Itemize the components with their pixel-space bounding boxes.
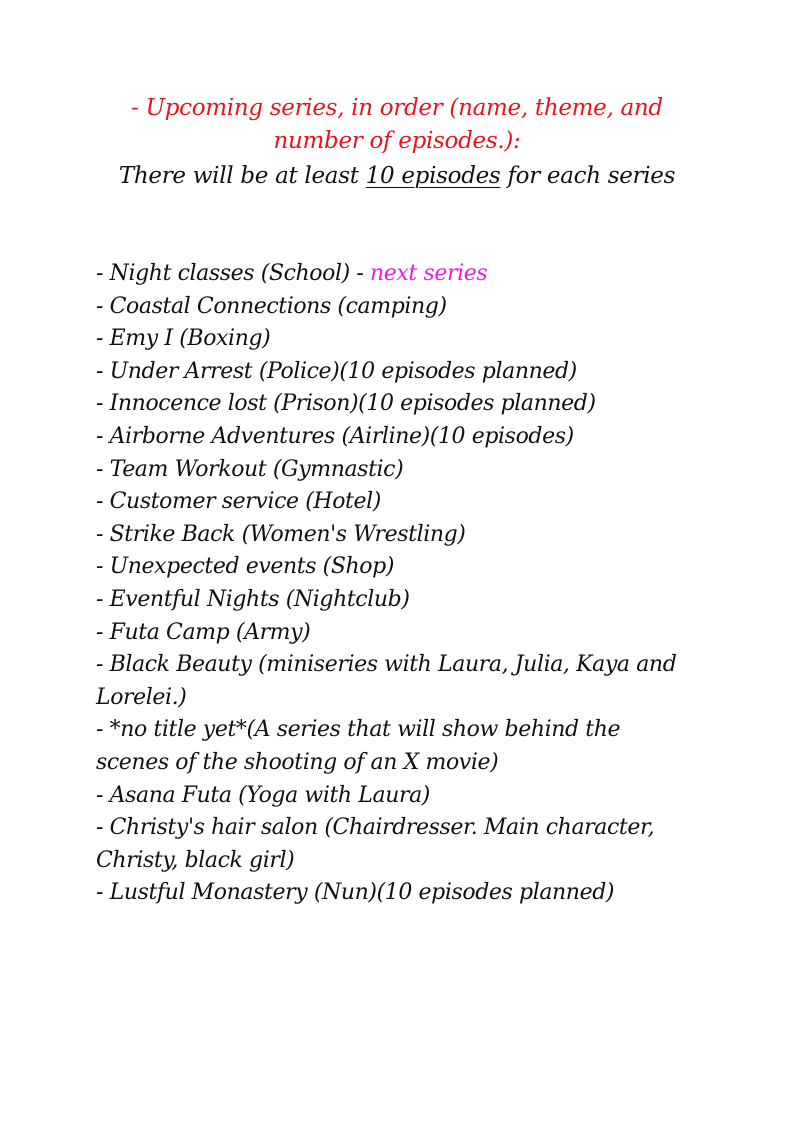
series-item: - Team Workout (Gymnastic): [96, 456, 404, 482]
series-item: - Unexpected events (Shop): [96, 554, 395, 580]
series-item: - Black Beauty (miniseries with Laura, Julia, Kaya and Lorelei.): [96, 652, 677, 710]
series-item: - Customer service (Hotel): [96, 489, 381, 515]
series-item: [96, 258, 696, 291]
series-item: - *no title yet*(A series that will show behind the scenes of the shooting of an X movie): [96, 717, 621, 775]
series-item: - Under Arrest (Police)(10 episodes planned): [96, 358, 577, 384]
episode-note: [60, 160, 734, 192]
series-item: - Airborne Adventures (Airline)(10 episodes): [96, 423, 574, 449]
upcoming-series-list: [96, 258, 696, 910]
series-item: - Strike Back (Women's Wrestling): [96, 521, 466, 547]
episode-note-suffix: for each series: [500, 163, 676, 189]
episode-count-underlined: 10 episodes: [365, 163, 501, 189]
section-heading: - Upcoming series, in order (name, theme, and number of episodes.):: [131, 95, 663, 154]
series-item-text: - Night classes (School) -: [96, 261, 371, 286]
series-item: - Christy's hair salon (Chairdresser. Main character, Christy, black girl): [96, 815, 655, 873]
series-item: - Lustful Monastery (Nun)(10 episodes planned): [96, 880, 615, 906]
series-item: - Coastal Connections (camping): [96, 293, 447, 319]
series-item: - Futa Camp (Army): [96, 619, 311, 645]
series-item: - Asana Futa (Yoga with Laura): [96, 782, 430, 808]
series-item: - Emy I (Boxing): [96, 326, 271, 352]
series-item: - Eventful Nights (Nightclub): [96, 586, 410, 612]
next-series-label: next series: [370, 261, 488, 286]
series-item: - Innocence lost (Prison)(10 episodes planned): [96, 391, 596, 417]
episode-note-prefix: There will be at least: [118, 163, 366, 189]
